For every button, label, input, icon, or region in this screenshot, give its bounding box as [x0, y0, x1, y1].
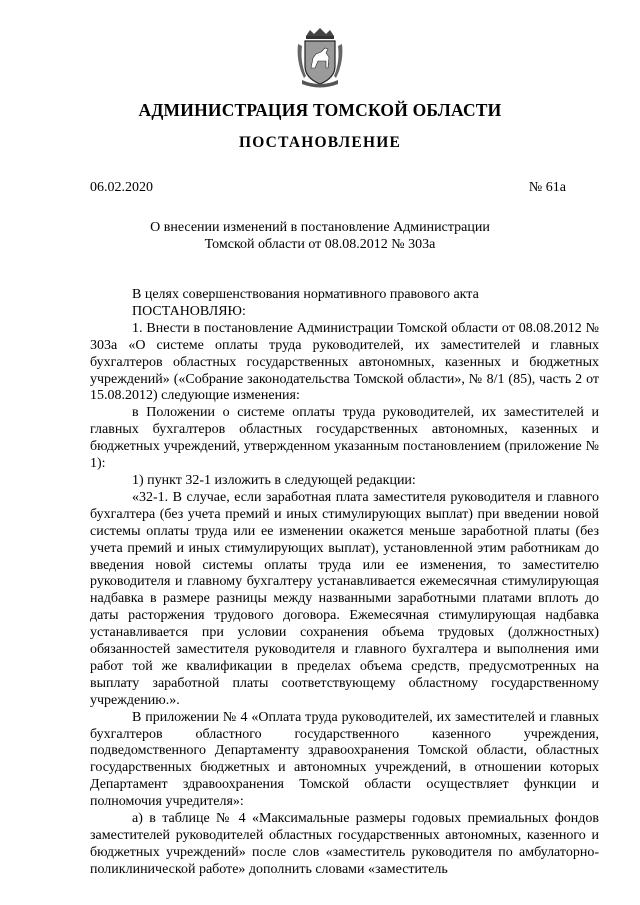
- paragraph-appendix-4: В приложении № 4 «Оплата труда руководителей, их заместителей и главных бухгалтеров областного государственного казенного учреждения, подведомственного Департаменту здравоохранения Томской области, областных государственных бюджетных и автономных учреждений, в отношении которых Департамент здравоохранения Томской области осуществляет функции и полномочия учредителя»:: [90, 709, 599, 810]
- document-number: № 61а: [528, 180, 566, 195]
- document-subject: [0, 219, 640, 253]
- paragraph-subitem-a: а) в таблице № 4 «Максимальные размеры годовых премиальных фондов заместителей руководителей областных государственных автономных, казенного и бюджетных учреждений» после слов «заместитель руководителя по амбулаторно-поликлинической работе» дополнить словами «заместитель: [90, 811, 599, 877]
- document-body: [90, 287, 599, 879]
- paragraph-resolve: ПОСТАНОВЛЯЮ:: [132, 303, 246, 319]
- organization-title: АДМИНИСТРАЦИЯ ТОМСКОЙ ОБЛАСТИ: [138, 100, 502, 120]
- paragraph-item-1: 1. Внести в постановление Администрации Томской области от 08.08.2012 № 303а «О системе оплаты труда руководителей, их заместителей и главных бухгалтеров областных государственных автономных, казенных и бюджетных учреждений» («Собрание законодательства Томской области», № 8/1 (85), часть 2 от 15.08.2012) следующие изменения:: [90, 320, 599, 404]
- coat-of-arms-emblem: [296, 28, 344, 90]
- paragraph-preamble: В целях совершенствования нормативного правового акта: [132, 287, 479, 302]
- document-type-title: ПОСТАНОВЛЕНИЕ: [238, 134, 402, 151]
- subject-line: Томской области от 08.08.2012 № 303а: [204, 237, 436, 252]
- document-date: 06.02.2020: [90, 180, 153, 195]
- paragraph-subitem-1: 1) пункт 32-1 изложить в следующей редакции:: [132, 472, 416, 488]
- paragraph-clause-32-1: «32-1. В случае, если заработная плата заместителя руководителя и главного бухгалтера (без учета премий и иных стимулирующих выплат) при введении новой системы оплаты труда или ее изменении окажется меньше заработной платы (без учета премий и иных стимулирующих выплат), установленной этим работникам до введения новой системы оплаты труда или ее изменения, то заместителю руководителя и главному бухгалтеру устанавливается ежемесячная стимулирующая надбавка в размере разницы между названными заработными платами вплоть до даты расторжения трудового договора. Ежемесячная стимулирующая надбавка устанавливается при условии сохранения объема трудовых (должностных) обязанностей заместителя руководителя и главного бухгалтера и выполнения ими работ той же квалификации в пределах объема средств, предусмотренных на выплату заработной платы соответствующему областному государственному учреждению.».: [90, 489, 599, 708]
- paragraph-regulation: в Положении о системе оплаты труда руководителей, их заместителей и главных бухгалтеров областных государственных автономных, казенных и бюджетных учреждений, утвержденном указанным постановлением (приложение № 1):: [90, 405, 599, 472]
- subject-line: О внесении изменений в постановление Администрации: [150, 220, 490, 235]
